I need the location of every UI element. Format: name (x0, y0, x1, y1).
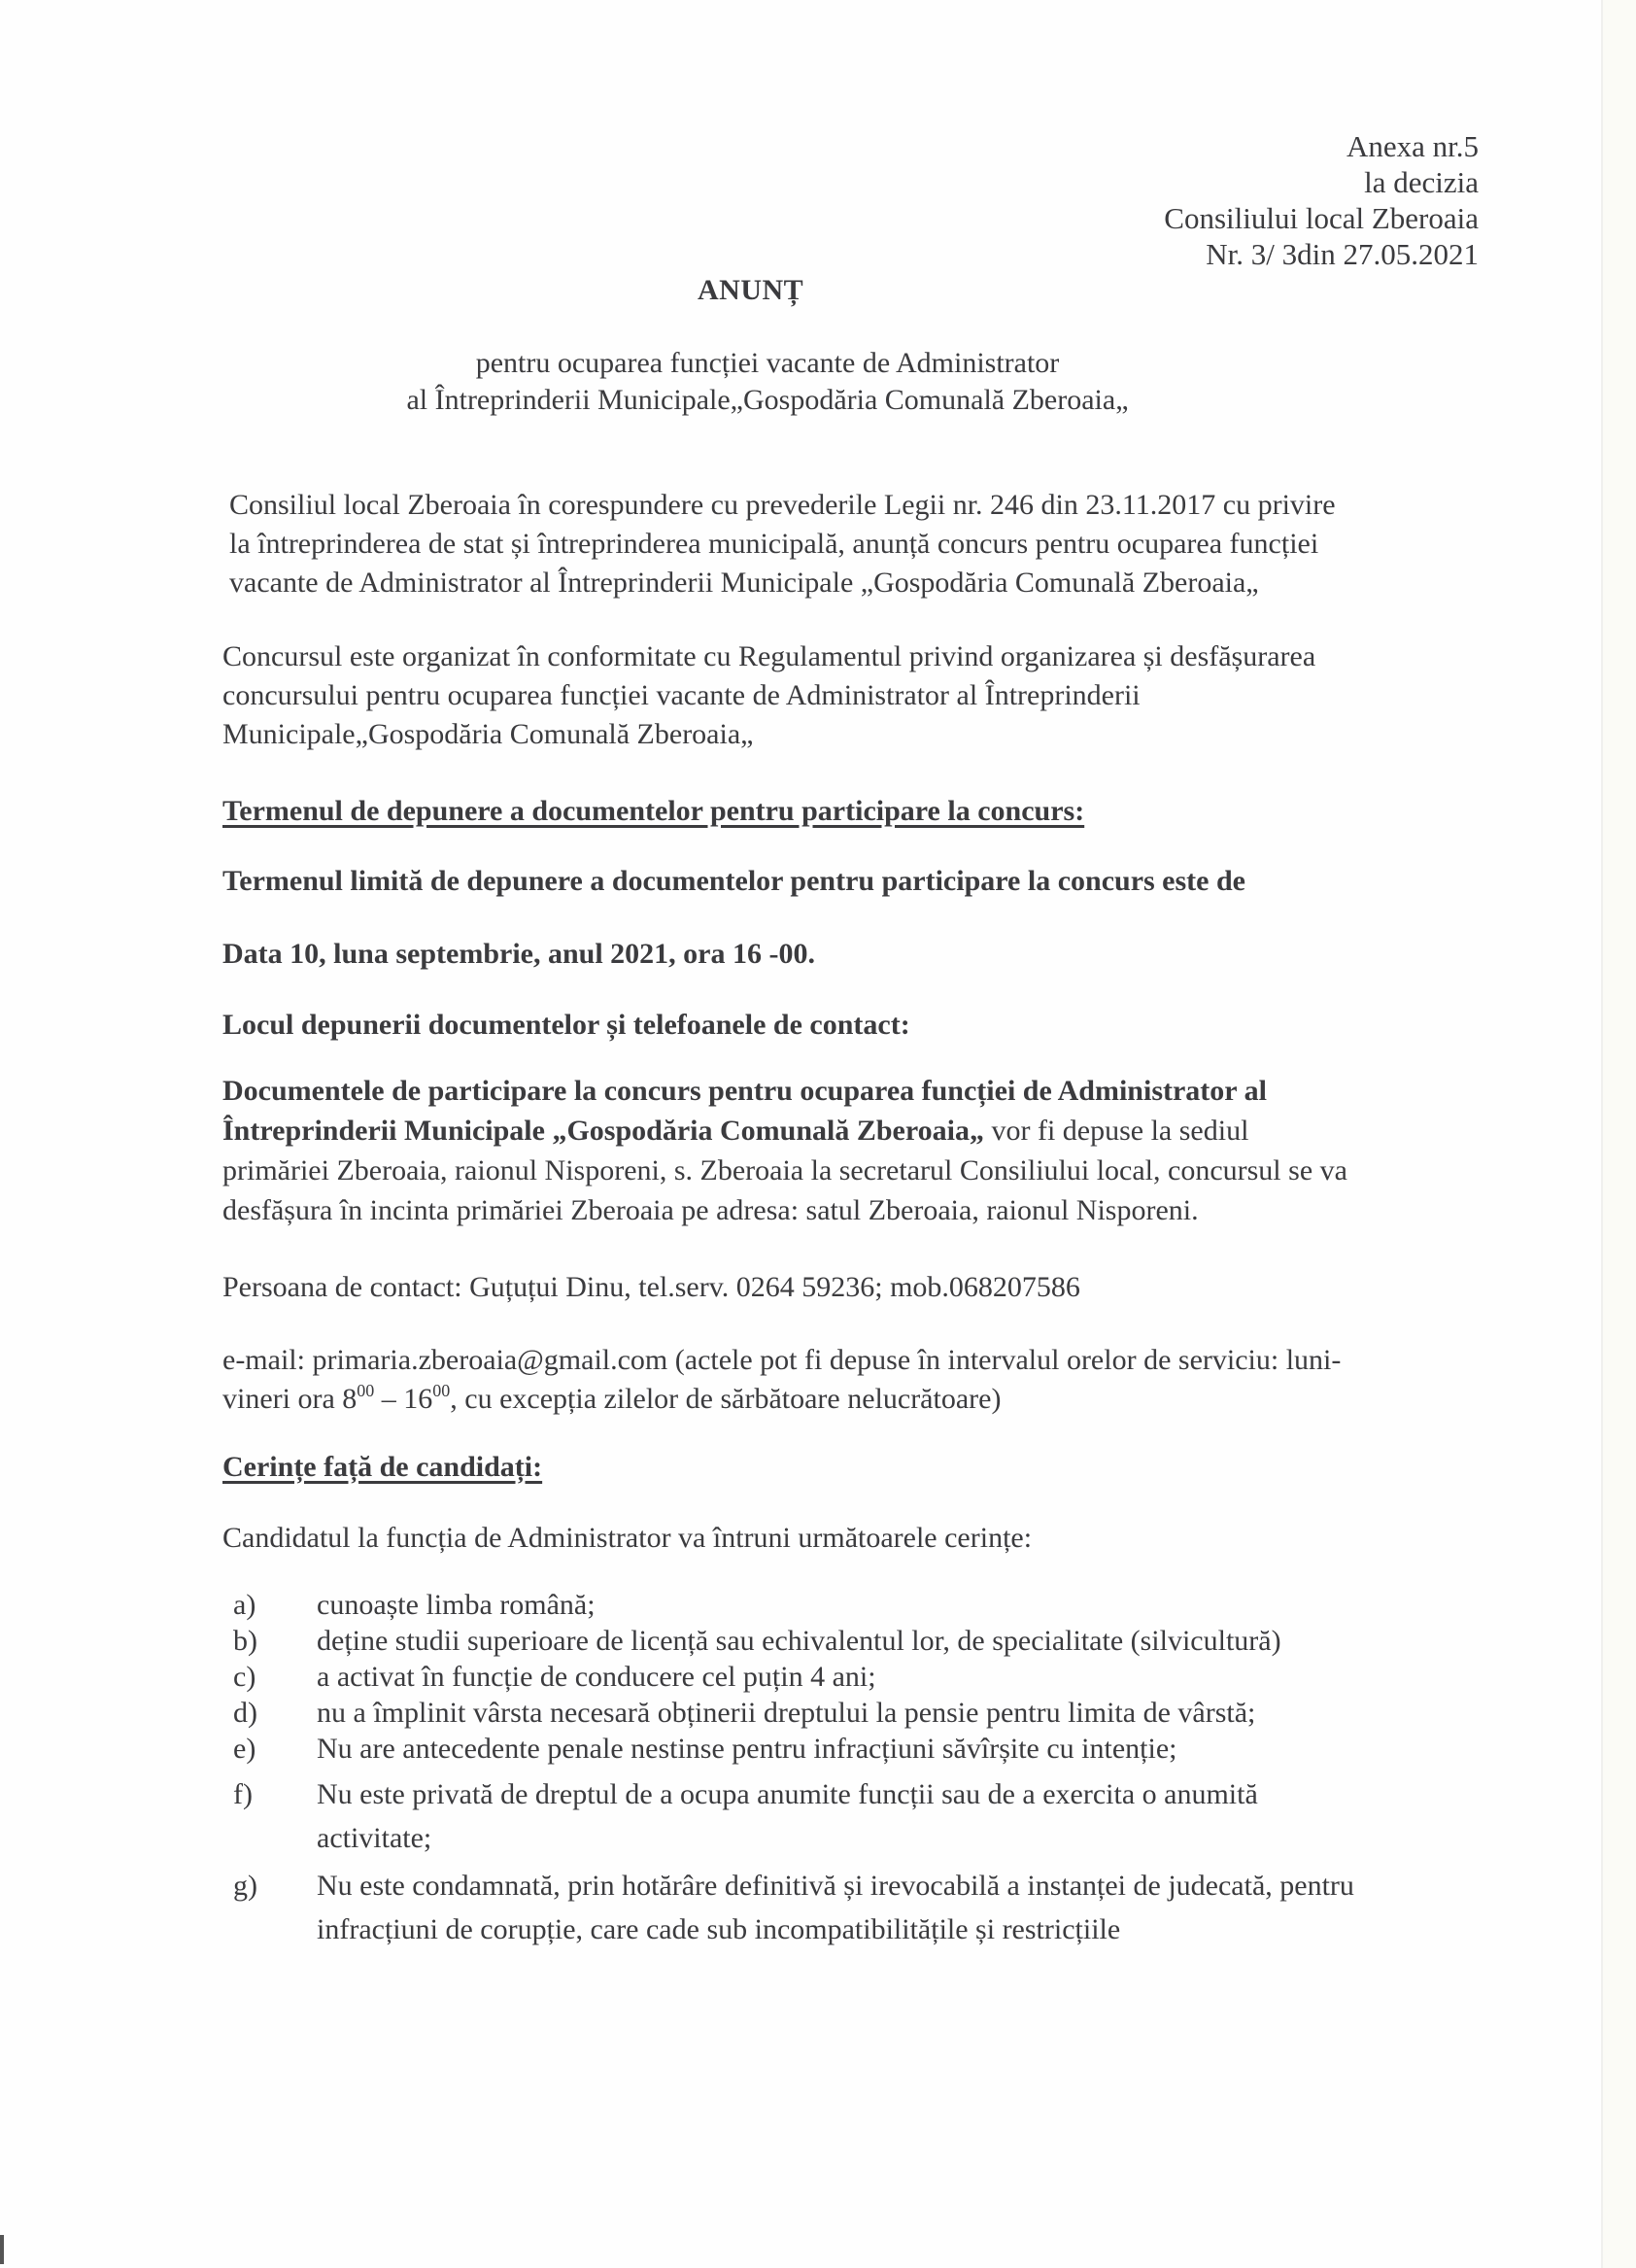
list-item-text-line-1: Nu este privată de dreptul de a ocupa anumite funcții sau de a exercita o anumită (317, 1778, 1258, 1810)
intro-line-1: Consiliul local Zberoaia în corespundere cu prevederile Legii nr. 246 din 23.11.2017 cu privire (229, 489, 1336, 521)
hours-end-sup: 00 (432, 1381, 451, 1400)
list-marker: b) (233, 1625, 257, 1657)
annex-number: Anexa nr.5 (1346, 129, 1479, 163)
hours-exception-text: , cu excepția zilelor de sărbătoare nelucrătoare) (450, 1383, 1002, 1415)
list-item-text-line-2: activitate; (317, 1822, 432, 1854)
intro-line-3: vacante de Administrator al Întreprinderii Municipale „Gospodăria Comunală Zberoaia„ (229, 567, 1259, 599)
subtitle-line-1: pentru ocuparea funcției vacante de Administrator (475, 347, 1060, 379)
list-item-text: deține studii superioare de licență sau echivalentul lor, de specialitate (silvicultură) (317, 1625, 1281, 1657)
place-heading: Locul depunerii documentelor și telefoanele de contact: (222, 1009, 910, 1041)
annex-decision-label: la decizia (1364, 165, 1479, 199)
scan-edge (1601, 0, 1636, 2268)
title-text: ANUNȚ (698, 274, 804, 306)
contact-person: Persoana de contact: Guțuțui Dinu, tel.serv. 0264 59236; mob.068207586 (222, 1271, 1080, 1303)
list-item (233, 1659, 1516, 1695)
list-item-text: a activat în funcție de conducere cel puțin 4 ani; (317, 1661, 876, 1693)
list-marker: a) (233, 1589, 256, 1621)
deadline-date: Data 10, luna septembrie, anul 2021, ora 16 -00. (222, 938, 815, 970)
deadline-text: Termenul limită de depunere a documentelor pentru participare la concurs este de (222, 865, 1245, 897)
docs-line-1: Documentele de participare la concurs pentru ocuparea funcției de Administrator al (222, 1075, 1267, 1107)
list-item-text-line-2: infracțiuni de corupție, care cade sub incompatibilitățile și restricțiile (317, 1913, 1121, 1945)
org-line-2: concursului pentru ocuparea funcției vacante de Administrator al Întreprinderii (222, 679, 1141, 711)
email-line-1: e-mail: primaria.zberoaia@gmail.com (actele pot fi depuse în intervalul orelor de serviciu: luni- (222, 1344, 1342, 1376)
hours-end-text: – 16 (374, 1383, 433, 1415)
hours-start-text: vineri ora 8 (222, 1383, 358, 1415)
intro-paragraph (229, 486, 1521, 602)
list-marker: f) (233, 1778, 253, 1810)
annex-reference (1164, 128, 1479, 272)
email-line-2 (222, 1380, 1515, 1419)
requirements-intro: Candidatul la funcția de Administrator va întruni următoarele cerințe: (222, 1522, 1033, 1554)
organization-paragraph (222, 637, 1515, 754)
docs-line-4: desfășura în incinta primăriei Zberoaia pe adresa: satul Zberoaia, raionul Nisporeni. (222, 1194, 1199, 1226)
docs-line-2-rest: vor fi depuse la sediul (983, 1115, 1249, 1147)
scan-artifact (0, 2235, 4, 2264)
list-item (233, 1772, 1516, 1860)
docs-line-3: primăriei Zberoaia, raionul Nisporeni, s. Zberoaia la secretarul Consiliului local, concursul se va (222, 1154, 1347, 1186)
list-item-text: cunoaște limba română; (317, 1589, 596, 1621)
documents-paragraph (222, 1071, 1515, 1230)
docs-line-2 (222, 1111, 1515, 1151)
hours-start-sup: 00 (357, 1381, 375, 1400)
org-line-1: Concursul este organizat în conformitate cu Regulamentul privind organizarea și desfășurarea (222, 640, 1316, 672)
list-item (233, 1731, 1516, 1767)
annex-council: Consiliului local Zberoaia (1164, 201, 1479, 235)
intro-line-2: la întreprinderea de stat și întreprinderea municipală, anunță concurs pentru ocuparea funcției (229, 528, 1319, 560)
list-marker: g) (233, 1870, 257, 1902)
email-paragraph (222, 1341, 1515, 1419)
list-item (233, 1695, 1516, 1731)
org-line-3: Municipale„Gospodăria Comunală Zberoaia„ (222, 718, 754, 750)
list-marker: e) (233, 1733, 256, 1765)
requirements-heading: Cerințe față de candidați: (222, 1451, 543, 1483)
subtitle-line-2: al Întreprinderii Municipale„Gospodăria Comunală Zberoaia„ (406, 384, 1129, 416)
list-item-text: Nu are antecedente penale nestinse pentru infracțiuni săvîrșite cu intenție; (317, 1733, 1177, 1765)
list-item (233, 1623, 1516, 1659)
list-item (233, 1864, 1516, 1951)
page-subtitle (330, 345, 1205, 419)
list-marker: d) (233, 1697, 257, 1729)
list-item-text-line-1: Nu este condamnată, prin hotărâre definitivă și irevocabilă a instanței de judecată, pentru (317, 1870, 1354, 1902)
list-item-text: nu a împlinit vârsta necesară obținerii dreptului la pensie pentru limita de vârstă; (317, 1697, 1256, 1729)
annex-decision-number: Nr. 3/ 3din 27.05.2021 (1206, 237, 1479, 271)
deadline-heading: Termenul de depunere a documentelor pentru participare la concurs: (222, 795, 1085, 827)
list-marker: c) (233, 1661, 256, 1693)
docs-enterprise-name: Întreprinderii Municipale „Gospodăria Comunală Zberoaia„ (222, 1115, 984, 1147)
requirements-list (233, 1587, 1516, 1951)
list-item (233, 1587, 1516, 1623)
